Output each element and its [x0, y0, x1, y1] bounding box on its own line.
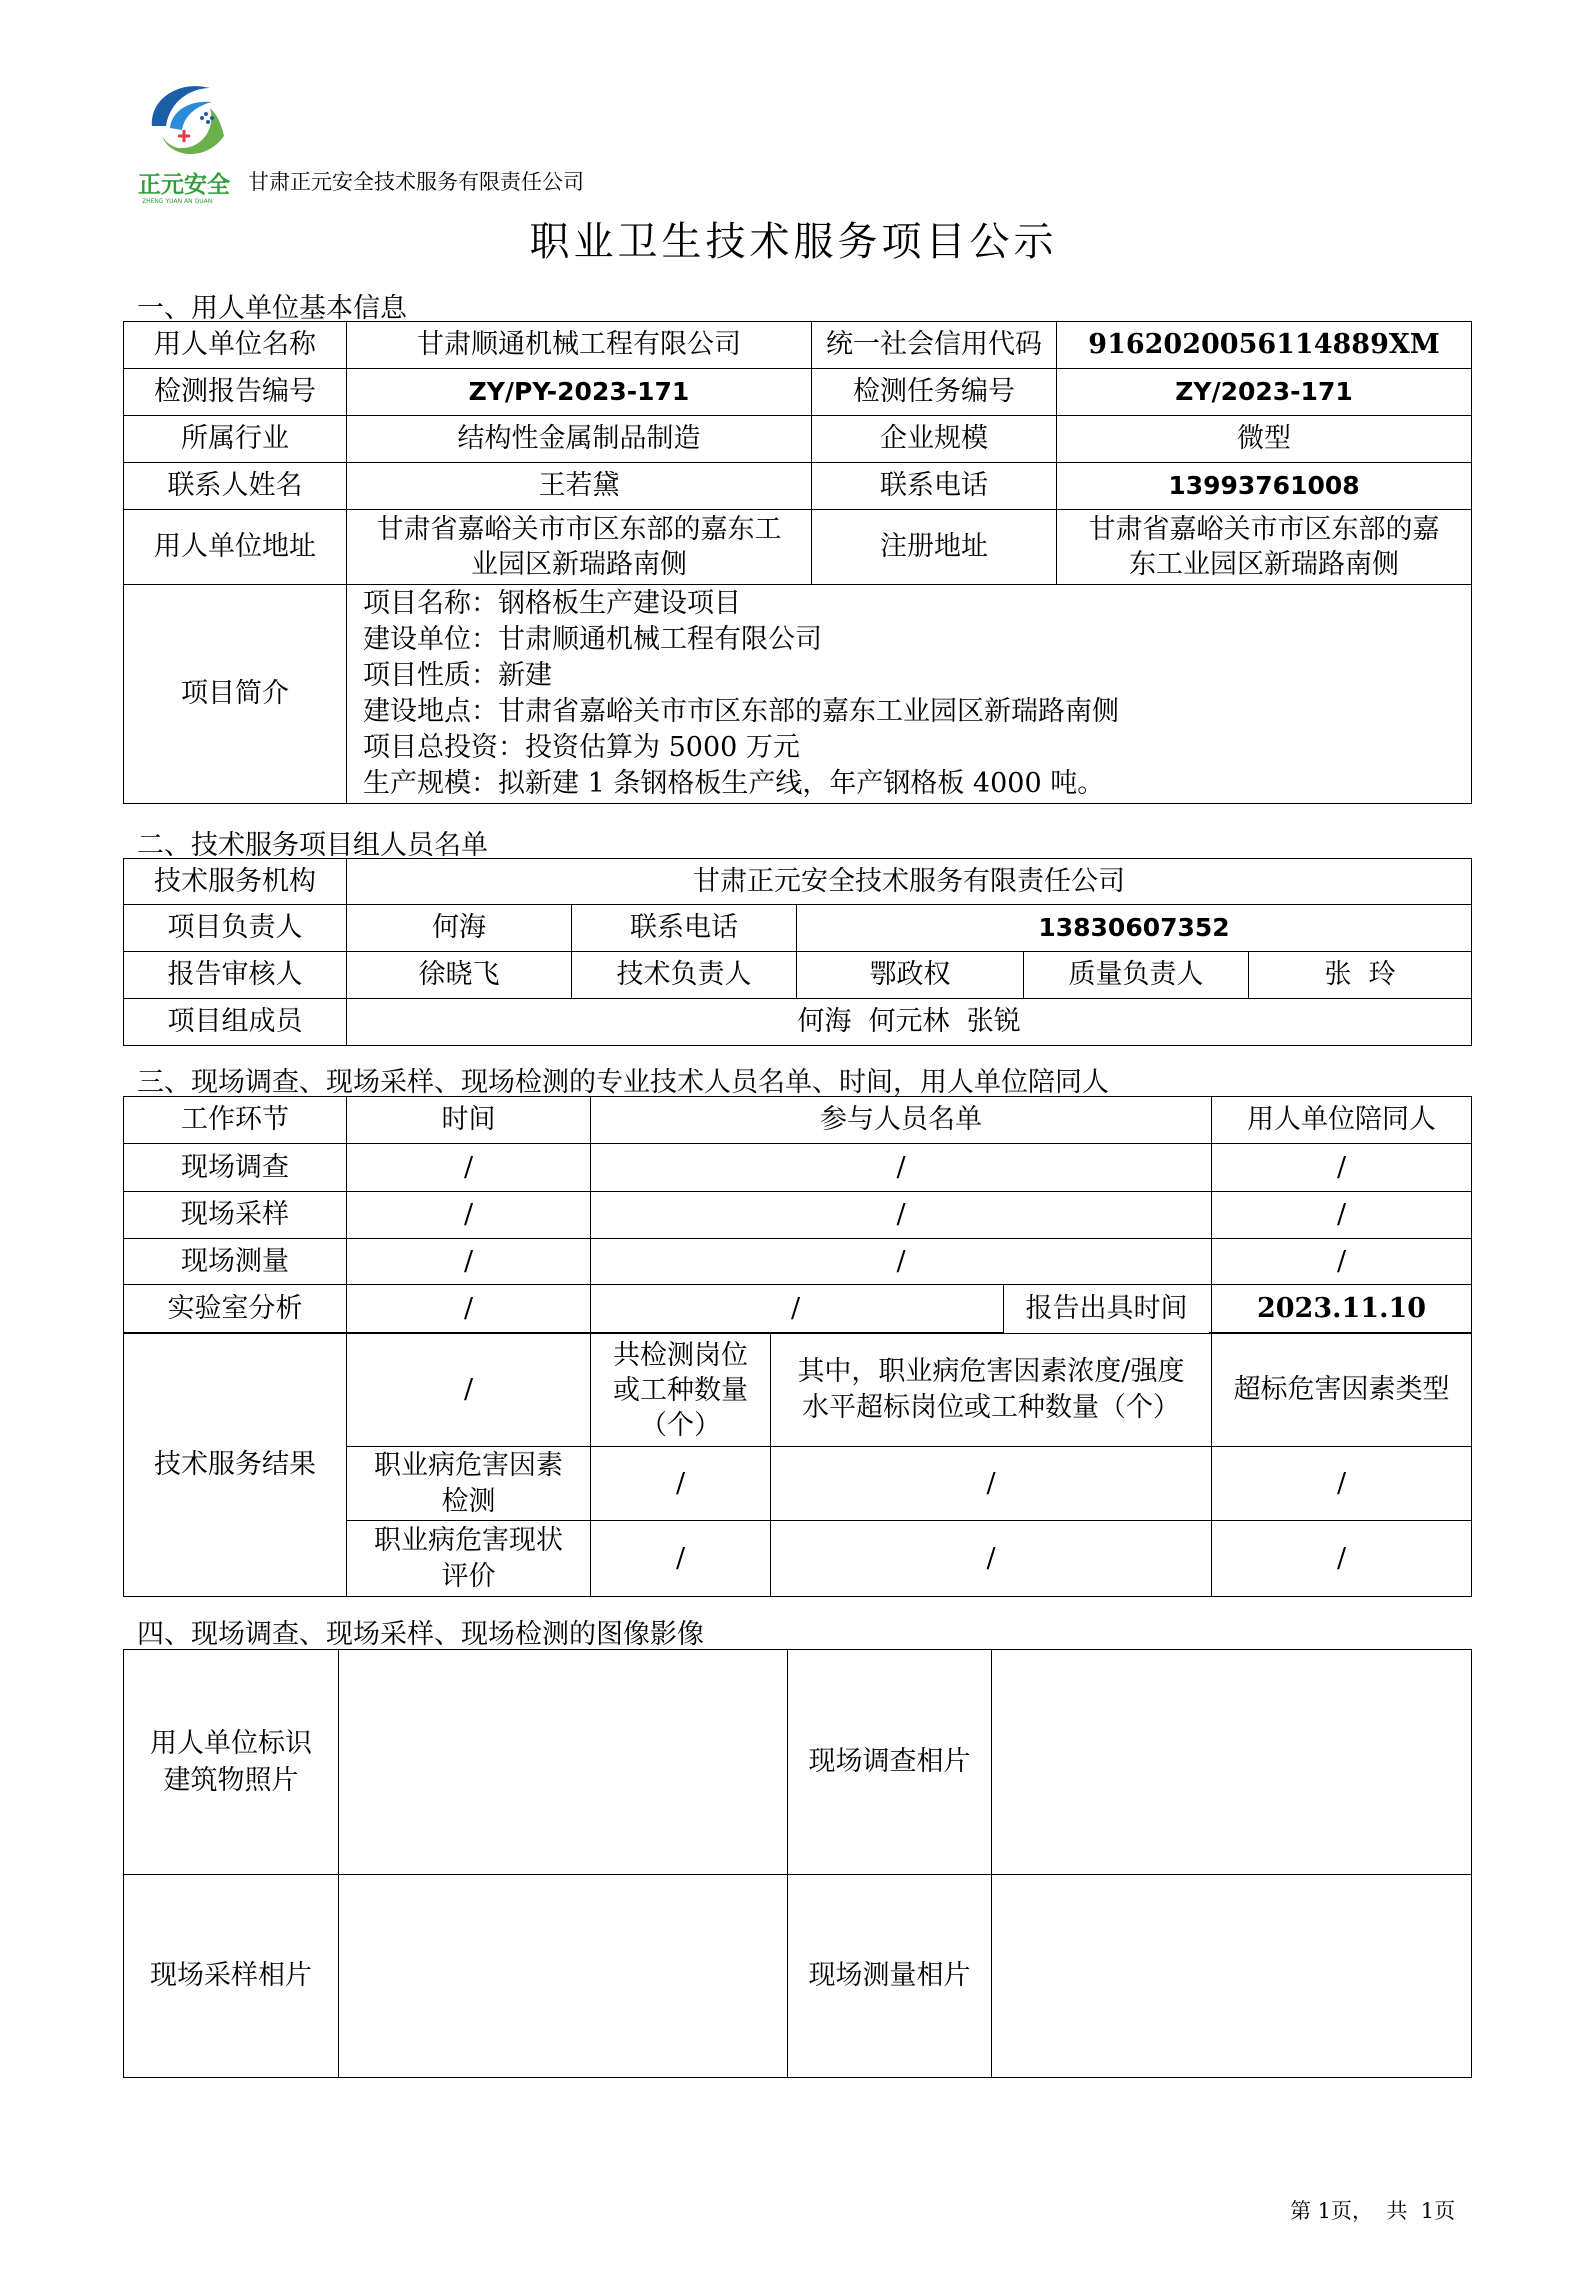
- table-row: 现场采样 / / /: [124, 1192, 1472, 1239]
- fieldwork-table: [123, 1096, 1472, 1333]
- task-no: ZY/2023-171: [1057, 369, 1472, 416]
- report-no-label: 检测报告编号: [124, 369, 347, 416]
- team-phone-label: 联系电话: [572, 905, 797, 952]
- unit-name: 甘肃顺通机械工程有限公司: [347, 322, 812, 369]
- contact: 王若黛: [347, 463, 812, 510]
- report-no: ZY/PY-2023-171: [347, 369, 812, 416]
- photo-table: [123, 1649, 1472, 2078]
- reviewer: 徐晓飞: [347, 952, 572, 999]
- basic-info-table: [123, 321, 1472, 804]
- team-phone: 13830607352: [797, 905, 1472, 952]
- project-summary: [347, 585, 1472, 804]
- result-table: [123, 1333, 1472, 1597]
- result-head-count: 共检测岗位 或工种数量 （个）: [591, 1334, 771, 1447]
- section4-heading: 四、现场调查、现场采样、现场检测的图像影像: [137, 1619, 704, 1650]
- project-line: 项目总投资：投资估算为 5000 万元: [363, 732, 800, 763]
- photo3-slot: [339, 1875, 788, 2078]
- logo-emblem-icon: [140, 78, 236, 168]
- project-label: 项目简介: [124, 585, 347, 804]
- project-line: 建设地点：甘肃省嘉峪关市市区东部的嘉东工业园区新瑞路南侧: [363, 696, 1119, 727]
- result-head-type: 超标危害因素类型: [1212, 1334, 1472, 1447]
- reg-address-label: 注册地址: [812, 510, 1057, 585]
- credit-code: 9162020056114889XM: [1057, 322, 1472, 369]
- reviewer-label: 报告审核人: [124, 952, 347, 999]
- result-head-exceed: 其中，职业病危害因素浓度/强度 水平超标岗位或工种数量（个）: [771, 1334, 1212, 1447]
- table-row: 现场测量 / / /: [124, 1239, 1472, 1285]
- photo2-slot: [992, 1650, 1472, 1875]
- project-line: 项目名称：钢格板生产建设项目: [363, 588, 741, 619]
- project-line: 生产规模：拟新建 1 条钢格板生产线，年产钢格板 4000 吨。: [363, 768, 1105, 799]
- result-head-slash: /: [347, 1334, 591, 1447]
- photo4-label: 现场测量相片: [788, 1875, 992, 2078]
- table-row: 现场调查 / / /: [124, 1144, 1472, 1192]
- project-line: 建设单位：甘肃顺通机械工程有限公司: [363, 624, 822, 655]
- org-label: 技术服务机构: [124, 859, 347, 905]
- photo4-slot: [992, 1875, 1472, 2078]
- address: 甘肃省嘉峪关市市区东部的嘉东工 业园区新瑞路南侧: [347, 510, 812, 585]
- leader: 何海: [347, 905, 572, 952]
- team-table: [123, 858, 1472, 1046]
- address-label: 用人单位地址: [124, 510, 347, 585]
- members-label: 项目组成员: [124, 999, 347, 1046]
- col-people: 参与人员名单: [591, 1097, 1212, 1144]
- page-title: 职业卫生技术服务项目公示: [529, 219, 1058, 265]
- members: 何海 何元林 张锐: [347, 999, 1472, 1046]
- photo1-slot: [339, 1650, 788, 1875]
- industry: 结构性金属制品制造: [347, 416, 812, 463]
- lab-row: 实验室分析 / / 2023.11.10: [124, 1285, 1472, 1333]
- quality-label: 质量负责人: [1024, 952, 1249, 999]
- quality: 张 玲: [1249, 952, 1472, 999]
- report-date-label: 报告出具时间: [1003, 1285, 1209, 1333]
- table-row: 职业病危害现状 评价 / / /: [124, 1521, 1472, 1597]
- scale-label: 企业规模: [812, 416, 1057, 463]
- table-row: 职业病危害因素 检测 / / /: [124, 1447, 1472, 1521]
- result-label: 技术服务结果: [124, 1334, 347, 1597]
- section3-heading: 三、现场调查、现场采样、现场检测的专业技术人员名单、时间，用人单位陪同人: [137, 1067, 1109, 1098]
- section1-heading: 一、用人单位基本信息: [137, 293, 407, 324]
- header-company-name: 甘肃正元安全技术服务有限责任公司: [248, 170, 584, 194]
- page-number: 第 1页， 共 1页: [1290, 2199, 1456, 2223]
- tech: 鄂政权: [797, 952, 1024, 999]
- scale: 微型: [1057, 416, 1472, 463]
- industry-label: 所属行业: [124, 416, 347, 463]
- section2-heading: 二、技术服务项目组人员名单: [137, 830, 488, 861]
- project-line: 项目性质：新建: [363, 660, 552, 691]
- phone: 13993761008: [1057, 463, 1472, 510]
- col-time: 时间: [347, 1097, 591, 1144]
- tech-label: 技术负责人: [572, 952, 797, 999]
- photo1-label: 用人单位标识 建筑物照片: [124, 1650, 339, 1875]
- photo2-label: 现场调查相片: [788, 1650, 992, 1875]
- unit-name-label: 用人单位名称: [124, 322, 347, 369]
- credit-code-label: 统一社会信用代码: [812, 322, 1057, 369]
- col-stage: 工作环节: [124, 1097, 347, 1144]
- leader-label: 项目负责人: [124, 905, 347, 952]
- phone-label: 联系电话: [812, 463, 1057, 510]
- task-no-label: 检测任务编号: [812, 369, 1057, 416]
- org: 甘肃正元安全技术服务有限责任公司: [347, 859, 1472, 905]
- col-escort: 用人单位陪同人: [1212, 1097, 1472, 1144]
- report-date: 2023.11.10: [1212, 1285, 1472, 1333]
- company-logo: [138, 78, 236, 205]
- contact-label: 联系人姓名: [124, 463, 347, 510]
- logo-subtext: ZHENG YUAN AN QUAN: [142, 198, 213, 205]
- photo3-label: 现场采样相片: [124, 1875, 339, 2078]
- reg-address: 甘肃省嘉峪关市市区东部的嘉 东工业园区新瑞路南侧: [1057, 510, 1472, 585]
- logo-text: 正元安全: [138, 172, 230, 198]
